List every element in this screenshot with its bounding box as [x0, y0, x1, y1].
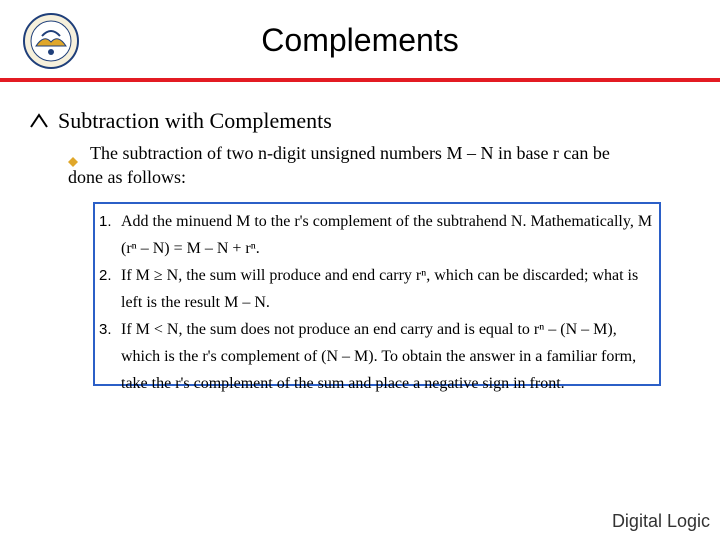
- list-item: [95, 343, 659, 370]
- list-item: [95, 289, 659, 316]
- procedure-box: [93, 202, 661, 392]
- item-line: If M ≥ N, the sum will produce and end carry rⁿ, which can be discarded; what is: [121, 267, 639, 284]
- item-line: take the r's complement of the sum and place a negative sign in front.: [121, 375, 565, 392]
- item-number: 3.: [99, 321, 112, 338]
- item-line: which is the r's complement of (N – M). To obtain the answer in a familiar form,: [121, 348, 637, 365]
- sub-bullet-line-1: The subtraction of two n-digit unsigned numbers M – N in base r can be: [90, 143, 610, 163]
- item-line: (rⁿ – N) = M – N + rⁿ.: [121, 240, 260, 257]
- list-item: [95, 370, 659, 397]
- list-item: [95, 316, 659, 343]
- main-bullet: [28, 108, 332, 134]
- list-item: [95, 262, 659, 289]
- item-number: 2.: [99, 267, 112, 284]
- sub-bullet-line-2: done as follows:: [68, 167, 186, 187]
- item-line: Add the minuend M to the r's complement of the subtrahend N. Mathematically, M: [121, 213, 653, 230]
- footer-label: Digital Logic: [611, 511, 710, 531]
- list-item: [95, 235, 659, 262]
- item-line: If M < N, the sum does not produce an end carry and is equal to rⁿ – (N – M),: [121, 321, 617, 338]
- item-line: left is the result M – N.: [121, 294, 270, 311]
- diamond-bullet-icon: [68, 149, 78, 159]
- item-number: 1.: [99, 213, 112, 230]
- sub-bullet: [68, 141, 688, 189]
- title-divider: [0, 78, 720, 82]
- page-title: Complements: [261, 22, 459, 58]
- caret-bullet-icon: [28, 110, 50, 132]
- main-bullet-text: Subtraction with Complements: [58, 108, 332, 133]
- list-item: [95, 208, 659, 235]
